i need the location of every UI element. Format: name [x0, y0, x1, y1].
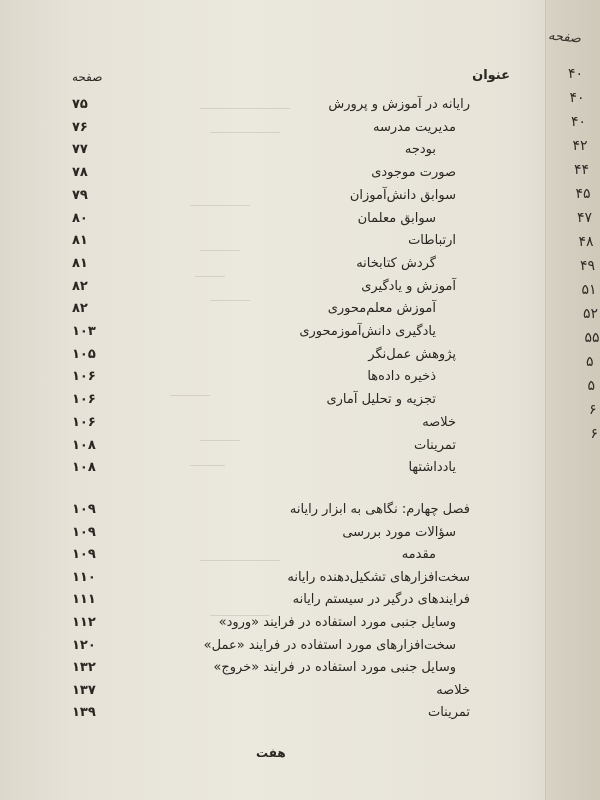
toc-entry-page: ۷۷: [72, 142, 88, 158]
toc-entry: [0, 683, 560, 705]
facing-page-number: ۵۵: [584, 330, 600, 346]
toc-entry-title: سؤالات مورد بررسی: [342, 524, 456, 540]
toc-entry-title: بودجه: [404, 142, 436, 158]
toc-entry-page: ۱۰۶: [72, 369, 96, 385]
toc-entry-page: ۱۳۷: [72, 682, 96, 698]
toc-entry-title: وسایل جنبی مورد استفاده در فرایند «ورود»: [218, 615, 456, 630]
facing-page-number: ۴۸: [578, 234, 594, 250]
toc-entry-page: ۱۰۸: [72, 437, 96, 453]
toc-entry: [0, 705, 560, 727]
toc-entry: [0, 438, 560, 460]
facing-page-number: ۴۲: [572, 138, 588, 154]
toc-entry-title: مدیریت مدرسه: [372, 119, 456, 135]
toc-entry: [0, 256, 560, 278]
facing-page-number: ۵: [587, 378, 596, 394]
toc-entry-title: سخت‌افزارهای مورد استفاده در فرایند «عمل»: [203, 637, 456, 653]
toc-entry: [0, 525, 560, 547]
toc-entry-title: تجزیه و تحلیل آماری: [326, 392, 436, 408]
toc-entry: [0, 188, 560, 210]
page-column-header: صفحه: [72, 70, 103, 84]
facing-page-number: ۶: [590, 426, 599, 442]
toc-entry-title: تمرینات: [427, 705, 470, 721]
title-column-header: عنوان: [472, 68, 510, 83]
toc-entry: [0, 638, 560, 660]
toc-entry-page: ۱۰۵: [72, 346, 96, 362]
toc-entry-page: ۱۱۰: [72, 569, 96, 585]
toc-entry: [0, 211, 560, 233]
toc-entry-page: ۷۸: [72, 165, 88, 181]
toc-entry: [0, 142, 560, 164]
toc-entry: [0, 165, 560, 187]
facing-page-number: ۴۰: [571, 114, 587, 130]
facing-page-number: ۵۱: [581, 282, 597, 298]
toc-entry-title: فصل چهارم: نگاهی به ابزار رایانه: [289, 502, 470, 517]
toc-entry-title: ذخیره داده‌ها: [367, 369, 436, 385]
toc-entry-page: ۸۲: [72, 278, 88, 294]
toc-entry: [0, 502, 560, 524]
toc-entry-page: ۱۰۹: [72, 502, 96, 517]
toc-entry: [0, 570, 560, 592]
facing-page-number: ۴۵: [575, 186, 591, 202]
toc-entry-title: وسایل جنبی مورد استفاده در فرایند «خروج»: [213, 660, 456, 676]
toc-entry: [0, 369, 560, 391]
toc-entry-title: آموزش و یادگیری: [361, 278, 456, 294]
facing-page-header: صفحه: [547, 28, 582, 47]
toc-entry-page: ۷۶: [72, 119, 88, 135]
toc-entry-page: ۷۵: [72, 97, 88, 112]
toc-entry-page: ۷۹: [72, 187, 88, 203]
page-number-footer: هفت: [256, 746, 286, 760]
toc-entry-title: گردش کتابخانه: [356, 255, 436, 271]
toc-entry-title: صورت موجودی: [371, 165, 456, 181]
toc-entry: [0, 592, 560, 614]
toc-entry-page: ۱۰۶: [72, 414, 96, 430]
toc-entry: [0, 660, 560, 682]
toc-entry: [0, 392, 560, 414]
toc-entry: [0, 460, 560, 482]
facing-page-number: ۵: [586, 354, 594, 370]
toc-entry: [0, 347, 560, 369]
toc-entry: [0, 97, 560, 119]
toc-entry: [0, 301, 560, 323]
toc-entry-page: ۱۲۰: [72, 637, 96, 653]
facing-page-number: ۴۰: [569, 90, 585, 106]
toc-entry-page: ۱۰۹: [72, 547, 96, 563]
toc-entry: [0, 279, 560, 301]
toc-entry-title: مقدمه: [401, 547, 436, 563]
facing-page-number: ۶: [589, 402, 597, 418]
toc-entry-title: آموزش معلم‌محوری: [327, 301, 436, 317]
toc-entry-title: یادداشتها: [408, 460, 456, 476]
toc-entry-page: ۱۰۸: [72, 460, 96, 476]
facing-page-number: ۴۹: [580, 258, 596, 274]
toc-entry-title: خلاصه: [436, 682, 470, 698]
toc-entry-page: ۱۰۶: [72, 392, 96, 408]
toc-entry-page: ۱۳۲: [72, 660, 96, 676]
toc-entry-page: ۸۲: [72, 301, 88, 317]
toc-entry-title: یادگیری دانش‌آموزمحوری: [299, 324, 436, 339]
facing-page-number: ۴۷: [577, 210, 593, 226]
toc-entry: [0, 233, 560, 255]
toc-entry: [0, 547, 560, 569]
toc-entry-page: ۱۱۲: [72, 615, 96, 630]
toc-entry-title: رایانه در آموزش و پرورش: [328, 97, 470, 112]
toc-entry-page: ۱۱۱: [72, 592, 96, 608]
toc-entry-page: ۱۳۹: [72, 705, 96, 721]
toc-entry-title: سخت‌افزارهای تشکیل‌دهنده رایانه: [287, 569, 470, 585]
toc-entry-title: سوابق دانش‌آموزان: [349, 187, 456, 203]
facing-page-number: ۴۴: [574, 162, 590, 178]
facing-page-number: ۴۰: [568, 66, 584, 82]
toc-entry-page: ۱۰۹: [72, 524, 96, 540]
toc-entry-title: خلاصه: [422, 414, 456, 430]
toc-entry-page: ۱۰۳: [72, 324, 96, 339]
facing-page-number: ۵۲: [583, 306, 599, 322]
toc-entry: [0, 324, 560, 346]
toc-entry-title: سوابق معلمان: [357, 210, 436, 226]
toc-entry-page: ۸۱: [72, 233, 88, 249]
toc-entry-title: پژوهش عمل‌نگر: [368, 346, 456, 362]
toc-entry-title: فرایندهای درگیر در سیستم رایانه: [292, 592, 470, 608]
toc-entry: [0, 415, 560, 437]
toc-entry-title: ارتباطات: [408, 233, 456, 249]
toc-entry-title: تمرینات: [413, 437, 456, 453]
toc-entry: [0, 615, 560, 637]
toc-entry: [0, 120, 560, 142]
toc-entry-page: ۸۱: [72, 255, 88, 271]
toc-entry-page: ۸۰: [72, 210, 88, 226]
